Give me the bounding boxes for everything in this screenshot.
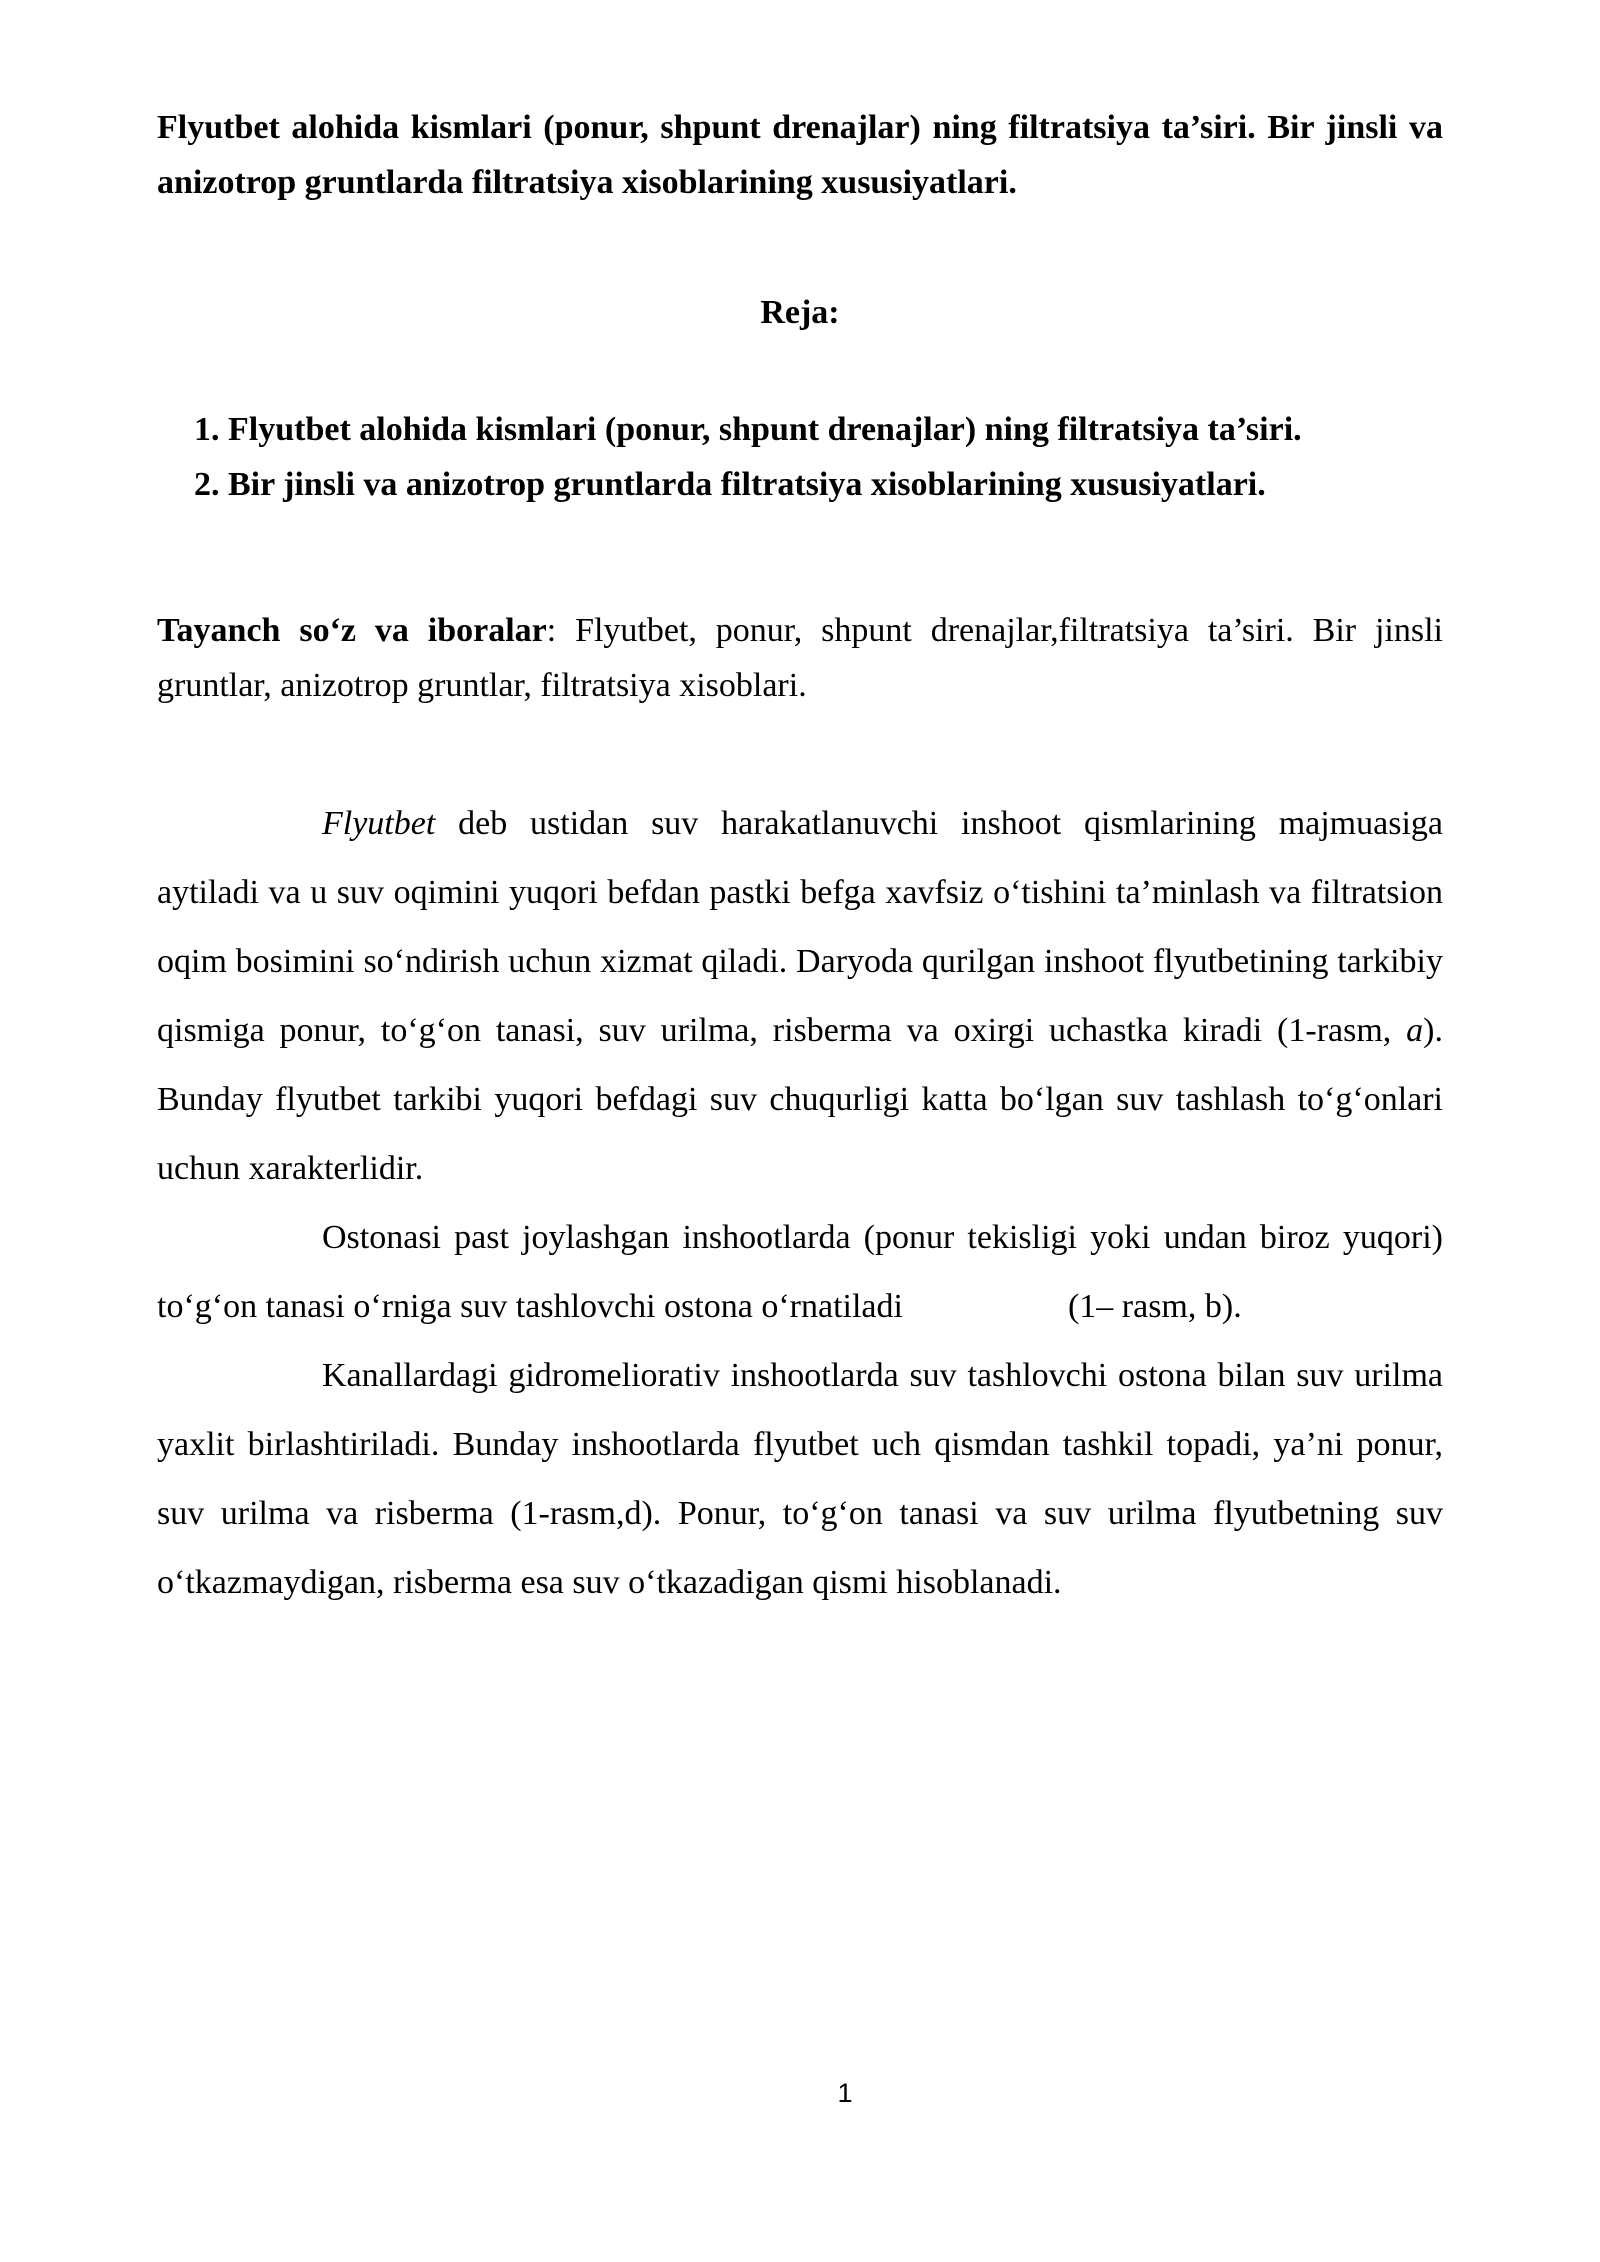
document-title: Flyutbet alohida kismlari (ponur, shpunt drenajlar) ning filtratsiya ta’siri. Bir jinsli va anizotrop gruntlarda filtratsiya xisoblarining xususiyatlari. [157,109,1443,201]
plan-item-2: 2. Bir jinsli va anizotrop gruntlarda filtratsiya xisoblarining xususiyatlari. [228,457,1443,512]
paragraph-kanallar [157,1341,1443,1617]
page-number: 1 [837,2078,853,2108]
paragraph-flyutbet-definition [157,789,1443,1203]
italic-figure-letter-a: a [1406,1012,1424,1049]
paragraph-ostona [157,1203,1443,1341]
keywords-lead: Tayanch soʻz va iboralar [157,612,547,649]
keywords-paragraph [157,603,1443,713]
paragraph-kanallar-text: Kanallardagi gidromeliorativ inshootlarda suv tashlovchi ostona bilan suv urilma yaxlit birlashtiriladi. Bunday inshootlarda flyutbet uch qismdan tashkil topadi, ya’ni ponur, suv urilma va risberma (1-rasm,d). Ponur, toʻgʻon tanasi va suv urilma flyutbetning suv oʻtkazmaydigan, risberma esa suv oʻtkazadigan qismi hisoblanadi. [157,1357,1443,1601]
paragraph-flyutbet-text-b: ). Bunday flyutbet tarkibi yuqori befdagi suv chuqurligi katta boʻlgan suv tashlash toʻgʻonlari uchun xarakterlidir. [157,1012,1443,1187]
keywords-rest: : Flyutbet, ponur, shpunt drenajlar,filtratsiya ta’siri. Bir jinsli gruntlar, anizotrop gruntlar, filtratsiya xisoblari. [157,612,1443,704]
plan-list [157,402,1443,512]
paragraph-flyutbet-text-a: deb ustidan suv harakatlanuvchi inshoot qismlarining majmuasiga aytiladi va u suv oqimini yuqori befdan pastki befga xavfsiz oʻtishini ta’minlash va filtratsion oqim bosimini soʻndirish uchun xizmat qiladi. Daryoda qurilgan inshoot flyutbetining tarkibiy qismiga ponur, toʻgʻon tanasi, suv urilma, risberma va oxirgi uchastka kiradi (1-rasm, [157,805,1443,1049]
paragraph-ostona-text-a: Ostonasi past joylashgan inshootlarda (ponur tekisligi yoki undan biroz yuqori) toʻgʻon tanasi oʻrniga suv tashlovchi ostona oʻrnatiladi [157,1219,1443,1325]
reja-heading: Reja: [760,294,840,331]
paragraph-ostona-text-b: (1– rasm, b). [1067,1288,1242,1325]
italic-term-flyutbet: Flyutbet [322,805,436,842]
tab-gap [903,1316,1068,1317]
plan-item-1: 1. Flyutbet alohida kismlari (ponur, shpunt drenajlar) ning filtratsiya ta’siri. [228,402,1443,457]
